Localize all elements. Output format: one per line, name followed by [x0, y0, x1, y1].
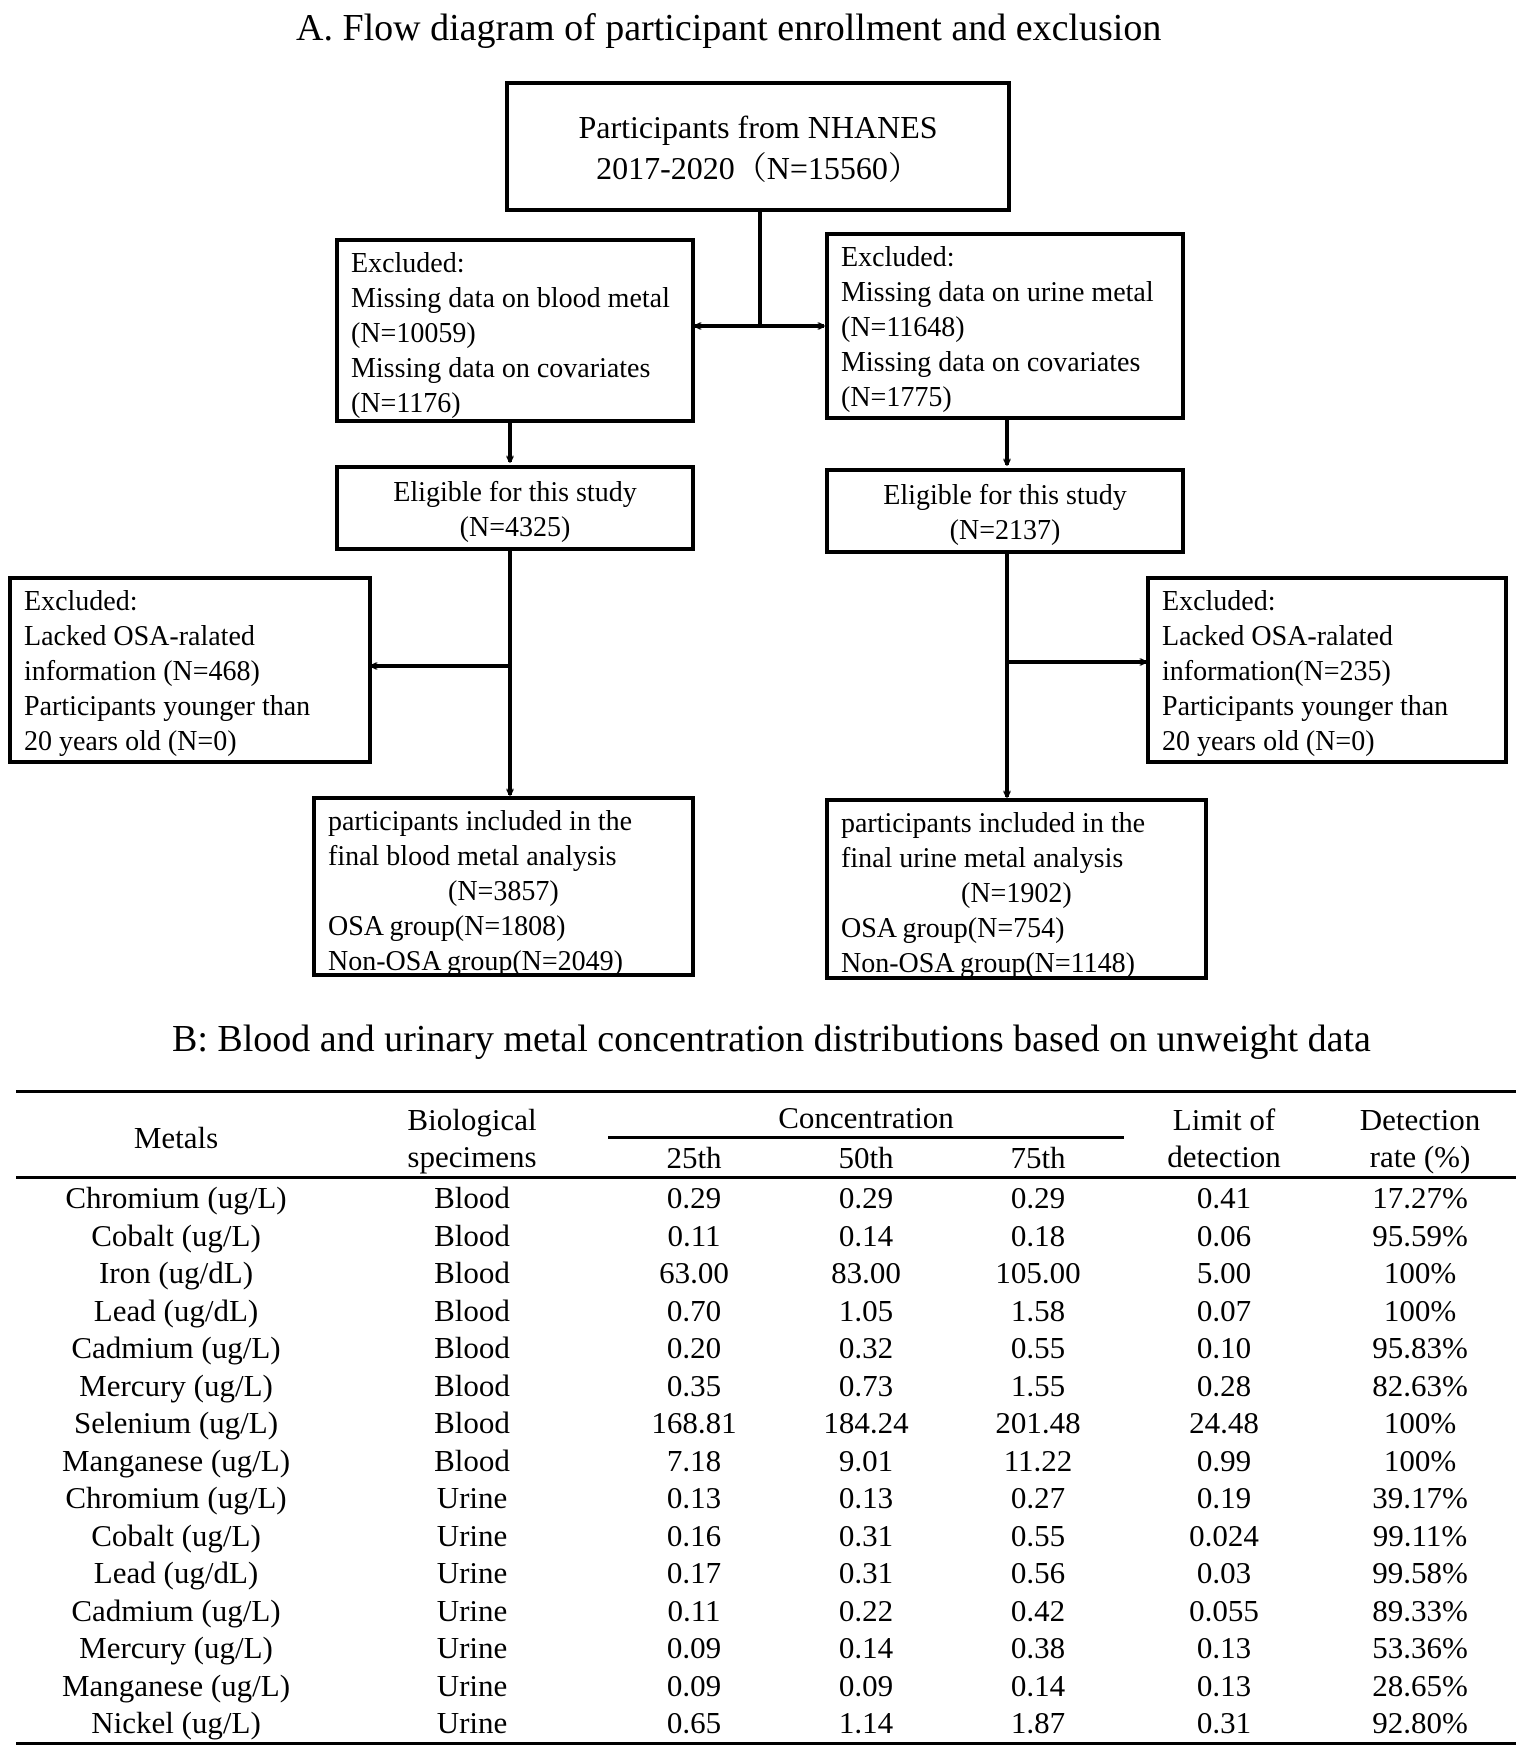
table-row [16, 1442, 1516, 1480]
box-excluded-osa-urine: Excluded: Lacked OSA-ralated information(N=235) Participants younger than 20 years old (N=0) [1146, 576, 1508, 764]
header-detection-rate: Detection rate (%) [1359, 1101, 1481, 1174]
cell-metal: Lead (ug/dL) [93, 1555, 259, 1590]
cell-specimen: Urine [436, 1705, 508, 1740]
cell-metal: Manganese (ug/L) [61, 1442, 291, 1478]
cell-p50: 0.73 [838, 1367, 894, 1403]
cell-lod: 5.00 [1196, 1255, 1252, 1290]
cell-p50: 0.09 [838, 1667, 894, 1703]
header-metals: Metals [133, 1120, 219, 1155]
header-50th: 50th [838, 1140, 894, 1175]
cell-rate: 99.58% [1372, 1555, 1468, 1590]
cell-rate: 17.27% [1372, 1180, 1468, 1215]
cell-p75: 0.55 [1010, 1330, 1066, 1365]
cell-lod: 0.13 [1196, 1630, 1252, 1665]
cell-p50: 0.13 [838, 1480, 894, 1515]
cell-rate: 39.17% [1372, 1480, 1468, 1515]
table-row [16, 1704, 1516, 1743]
cell-p25: 0.09 [666, 1630, 722, 1665]
cell-rate: 53.36% [1372, 1630, 1468, 1665]
cell-p75: 0.14 [1010, 1667, 1066, 1703]
cell-p25: 0.20 [666, 1330, 722, 1365]
cell-p75: 11.22 [1003, 1442, 1073, 1478]
table-row [16, 1254, 1516, 1292]
cell-p75: 105.00 [995, 1255, 1081, 1290]
table-title: B: Blood and urinary metal concentration distributions based on unweight data [172, 1018, 1371, 1060]
cell-rate: 100% [1383, 1255, 1457, 1290]
cell-p50: 0.31 [838, 1555, 894, 1590]
cell-rate: 100% [1383, 1405, 1457, 1440]
cell-specimen: Blood [434, 1217, 510, 1253]
cell-p75: 0.42 [1010, 1592, 1066, 1628]
cell-p50: 0.32 [838, 1330, 894, 1365]
cell-p50: 1.05 [838, 1292, 894, 1328]
table-row [16, 1404, 1516, 1442]
cell-lod: 0.024 [1189, 1517, 1259, 1553]
cell-lod: 0.06 [1196, 1217, 1252, 1253]
cell-p75: 0.38 [1010, 1630, 1066, 1665]
cell-rate: 100% [1383, 1442, 1457, 1478]
cell-p75: 0.29 [1010, 1180, 1066, 1215]
box-final-urine: participants included in the final urine metal analysis (N=1902) OSA group(N=754) Non-OSA group(N=1148) [825, 798, 1208, 980]
cell-p25: 7.18 [666, 1442, 722, 1478]
cell-p75: 0.55 [1010, 1517, 1066, 1553]
cell-metal: Iron (ug/dL) [98, 1255, 254, 1290]
box-eligible-urine: Eligible for this study (N=2137) [825, 468, 1185, 554]
cell-p75: 0.56 [1010, 1555, 1066, 1590]
cell-metal: Cadmium (ug/L) [71, 1330, 281, 1365]
table-row [16, 1667, 1516, 1705]
table-row [16, 1517, 1516, 1555]
cell-lod: 24.48 [1189, 1405, 1259, 1440]
header-25th: 25th [666, 1140, 722, 1175]
cell-p25: 168.81 [651, 1405, 737, 1440]
table-row [16, 1178, 1516, 1217]
table-row [16, 1217, 1516, 1255]
cell-metal: Mercury (ug/L) [79, 1630, 273, 1665]
box-excluded-urine: Excluded: Missing data on urine metal (N=11648) Missing data on covariates (N=1775) [825, 232, 1185, 420]
cell-specimen: Blood [434, 1367, 510, 1403]
cell-rate: 95.83% [1372, 1330, 1468, 1365]
cell-p25: 0.11 [667, 1217, 721, 1253]
header-75th: 75th [1010, 1140, 1066, 1175]
cell-lod: 0.07 [1196, 1292, 1252, 1328]
cell-metal: Lead (ug/dL) [93, 1292, 259, 1328]
cell-lod: 0.03 [1196, 1555, 1252, 1590]
cell-p75: 201.48 [995, 1405, 1081, 1440]
cell-rate: 82.63% [1372, 1367, 1468, 1403]
cell-p25: 0.70 [666, 1292, 722, 1328]
table-row [16, 1292, 1516, 1330]
table-row [16, 1329, 1516, 1367]
cell-rate: 95.59% [1372, 1217, 1468, 1253]
cell-metal: Cobalt (ug/L) [91, 1217, 261, 1253]
cell-specimen: Blood [434, 1255, 510, 1290]
cell-p25: 0.16 [666, 1517, 722, 1553]
cell-p75: 1.87 [1010, 1705, 1066, 1740]
cell-specimen: Urine [436, 1592, 508, 1628]
cell-metal: Selenium (ug/L) [73, 1405, 279, 1440]
cell-metal: Chromium (ug/L) [65, 1180, 287, 1215]
cell-p25: 0.11 [667, 1592, 721, 1628]
cell-p25: 63.00 [659, 1255, 729, 1290]
cell-p25: 0.65 [666, 1705, 722, 1740]
box-final-blood: participants included in the final blood metal analysis (N=3857) OSA group(N=1808) Non-OSA group(N=2049) [312, 796, 695, 977]
cell-p75: 1.58 [1010, 1292, 1066, 1328]
box-nhanes-participants: Participants from NHANES 2017-2020（N=15560） [505, 81, 1011, 212]
cell-rate: 92.80% [1372, 1705, 1468, 1740]
cell-p50: 0.14 [838, 1217, 894, 1253]
cell-rate: 89.33% [1372, 1592, 1468, 1628]
cell-specimen: Blood [434, 1330, 510, 1365]
cell-rate: 99.11% [1372, 1517, 1468, 1553]
cell-specimen: Urine [436, 1667, 508, 1703]
cell-metal: Manganese (ug/L) [61, 1667, 291, 1703]
table-row [16, 1367, 1516, 1405]
table-row [16, 1592, 1516, 1630]
cell-specimen: Urine [436, 1480, 508, 1515]
cell-lod: 0.19 [1196, 1480, 1252, 1515]
cell-p50: 0.14 [838, 1630, 894, 1665]
cell-specimen: Blood [434, 1442, 510, 1478]
cell-p25: 0.35 [666, 1367, 722, 1403]
cell-p25: 0.13 [666, 1480, 722, 1515]
cell-metal: Chromium (ug/L) [65, 1480, 287, 1515]
cell-metal: Cobalt (ug/L) [91, 1517, 261, 1553]
cell-lod: 0.99 [1196, 1442, 1252, 1478]
cell-lod: 0.41 [1196, 1180, 1252, 1215]
box-eligible-blood: Eligible for this study (N=4325) [335, 465, 695, 551]
cell-metal: Nickel (ug/L) [91, 1705, 261, 1740]
table-row [16, 1629, 1516, 1667]
cell-p75: 1.55 [1010, 1367, 1066, 1403]
cell-specimen: Blood [434, 1180, 510, 1215]
cell-lod: 0.28 [1196, 1367, 1252, 1403]
table-row [16, 1554, 1516, 1592]
cell-p50: 0.29 [838, 1180, 894, 1215]
cell-specimen: Urine [436, 1517, 508, 1553]
box-excluded-osa-blood: Excluded: Lacked OSA-ralated information (N=468) Participants younger than 20 years old (N=0) [8, 576, 372, 764]
cell-rate: 100% [1383, 1292, 1457, 1328]
header-limit-of-detection: Limit of detection [1167, 1101, 1281, 1174]
box-excluded-blood: Excluded: Missing data on blood metal (N=10059) Missing data on covariates (N=1176) [335, 238, 695, 423]
flow-diagram-title: A. Flow diagram of participant enrollment and exclusion [296, 7, 1162, 49]
cell-lod: 0.10 [1196, 1330, 1252, 1365]
cell-specimen: Blood [434, 1405, 510, 1440]
cell-specimen: Urine [436, 1630, 508, 1665]
cell-p25: 0.29 [666, 1180, 722, 1215]
cell-p25: 0.09 [666, 1667, 722, 1703]
cell-rate: 28.65% [1372, 1667, 1468, 1703]
header-biological-specimens: Biological specimens [407, 1101, 537, 1174]
cell-p50: 9.01 [838, 1442, 894, 1478]
cell-p50: 0.31 [838, 1517, 894, 1553]
cell-p75: 0.18 [1010, 1217, 1066, 1253]
cell-p75: 0.27 [1010, 1480, 1066, 1515]
cell-p50: 0.22 [838, 1592, 894, 1628]
cell-p50: 184.24 [823, 1405, 909, 1440]
cell-lod: 0.13 [1196, 1667, 1252, 1703]
table-row [16, 1479, 1516, 1517]
cell-p50: 1.14 [838, 1705, 894, 1740]
cell-lod: 0.055 [1189, 1592, 1259, 1628]
cell-lod: 0.31 [1196, 1705, 1252, 1740]
cell-specimen: Blood [434, 1292, 510, 1328]
header-concentration: Concentration [608, 1092, 1124, 1138]
cell-metal: Cadmium (ug/L) [71, 1592, 281, 1628]
cell-specimen: Urine [436, 1555, 508, 1590]
cell-p25: 0.17 [666, 1555, 722, 1590]
cell-metal: Mercury (ug/L) [79, 1367, 273, 1403]
metal-concentration-table [16, 1090, 1516, 1745]
cell-p50: 83.00 [831, 1255, 901, 1290]
